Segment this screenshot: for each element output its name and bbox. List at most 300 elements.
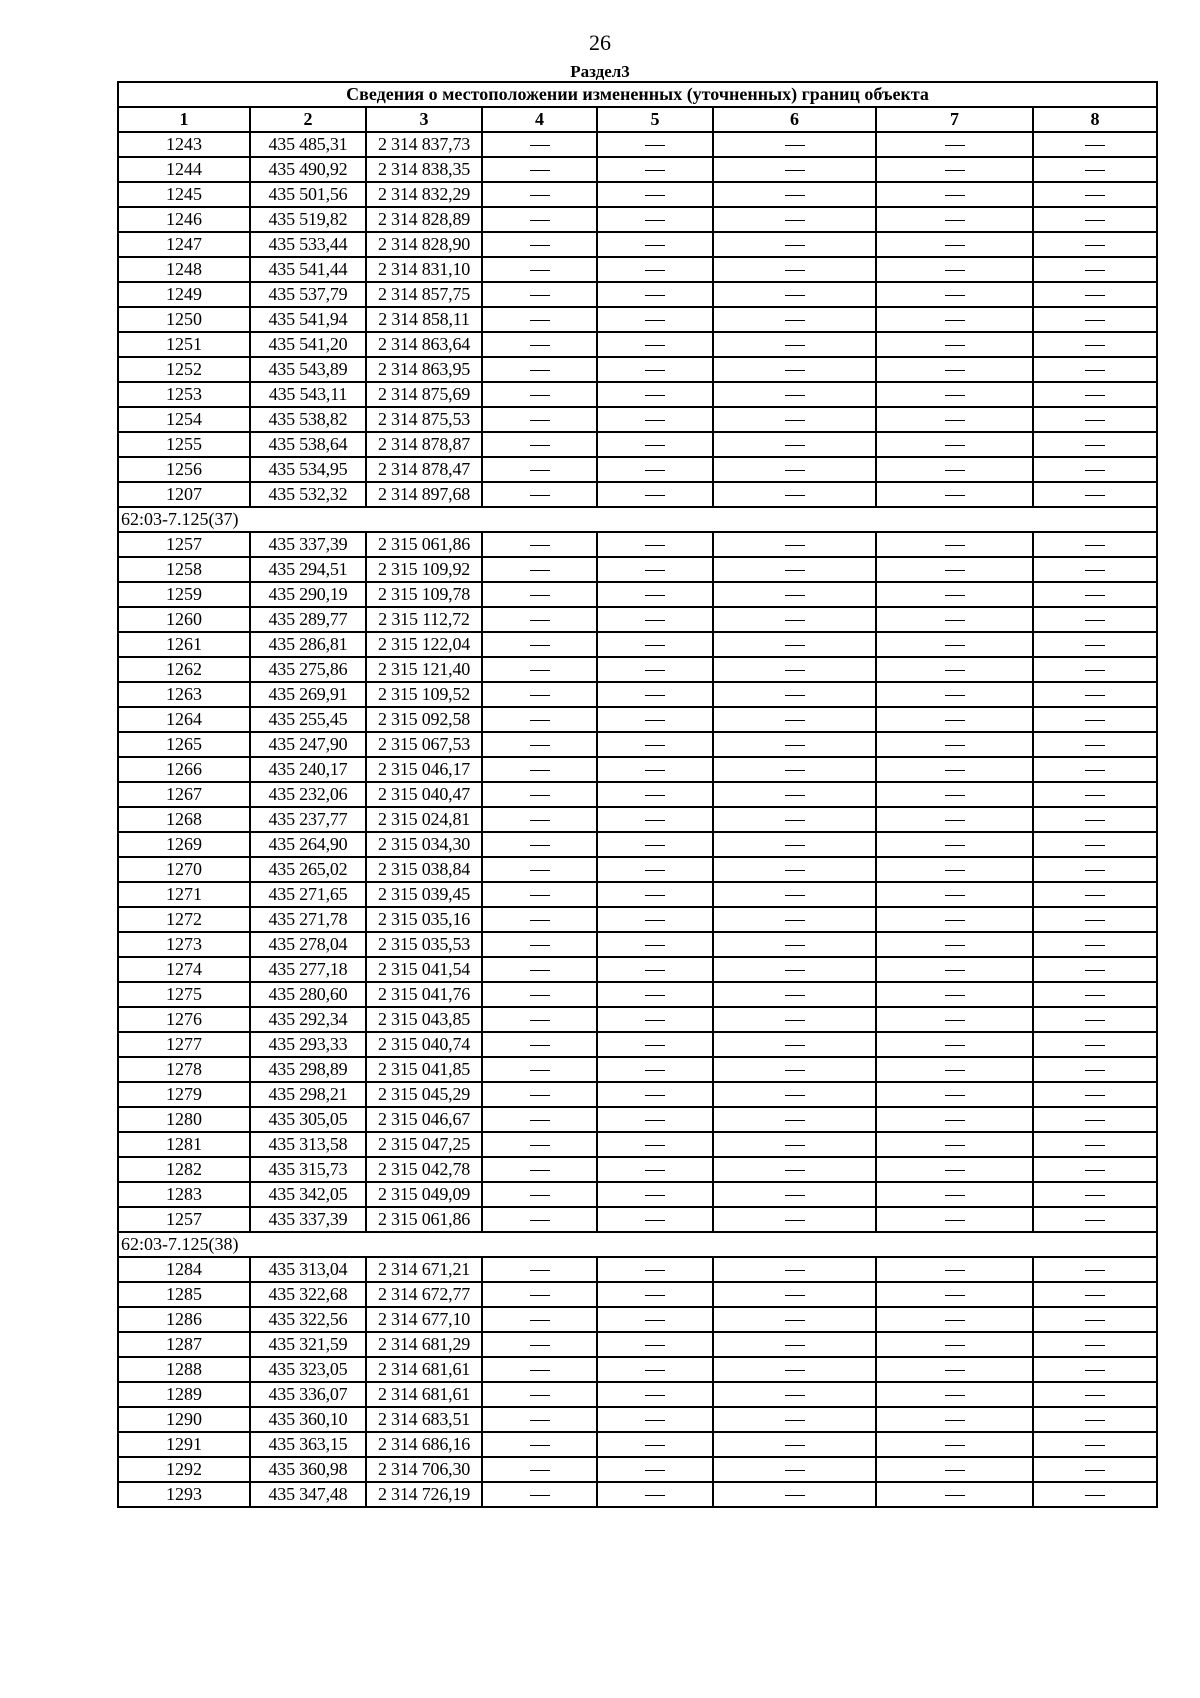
dash-mark	[530, 1420, 550, 1421]
empty-value-cell	[876, 282, 1033, 307]
dash-mark	[1085, 745, 1105, 746]
dash-mark	[785, 420, 805, 421]
empty-value-cell	[876, 1432, 1033, 1457]
x-coordinate-cell: 435 322,56	[250, 1307, 366, 1332]
dash-mark	[945, 1195, 965, 1196]
empty-value-cell	[597, 882, 713, 907]
empty-value-cell	[482, 257, 597, 282]
empty-value-cell	[1033, 282, 1157, 307]
point-number-cell: 1254	[118, 407, 250, 432]
dash-mark	[530, 745, 550, 746]
column-header: 3	[366, 107, 482, 132]
point-number-cell: 1279	[118, 1082, 250, 1107]
y-coordinate-cell: 2 314 875,53	[366, 407, 482, 432]
empty-value-cell	[713, 632, 876, 657]
dash-mark	[645, 595, 665, 596]
empty-value-cell	[876, 957, 1033, 982]
dash-mark	[1085, 845, 1105, 846]
dash-mark	[645, 1470, 665, 1471]
x-coordinate-cell: 435 294,51	[250, 557, 366, 582]
dash-mark	[1085, 770, 1105, 771]
dash-mark	[1085, 1295, 1105, 1296]
point-number-cell: 1275	[118, 982, 250, 1007]
dash-mark	[945, 720, 965, 721]
empty-value-cell	[1033, 757, 1157, 782]
dash-mark	[945, 595, 965, 596]
dash-mark	[945, 1270, 965, 1271]
dash-mark	[1085, 1420, 1105, 1421]
dash-mark	[785, 495, 805, 496]
dash-mark	[785, 270, 805, 271]
point-number-cell: 1278	[118, 1057, 250, 1082]
group-label: 62:03-7.125(38)	[118, 1232, 1157, 1257]
empty-value-cell	[713, 1182, 876, 1207]
empty-value-cell	[482, 932, 597, 957]
dash-mark	[1085, 270, 1105, 271]
table-row	[118, 1432, 1157, 1457]
empty-value-cell	[597, 282, 713, 307]
empty-value-cell	[713, 582, 876, 607]
empty-value-cell	[597, 182, 713, 207]
dash-mark	[530, 645, 550, 646]
empty-value-cell	[482, 807, 597, 832]
column-header: 4	[482, 107, 597, 132]
y-coordinate-cell: 2 314 857,75	[366, 282, 482, 307]
dash-mark	[530, 1170, 550, 1171]
dash-mark	[1085, 145, 1105, 146]
y-coordinate-cell: 2 315 109,92	[366, 557, 482, 582]
y-coordinate-cell: 2 315 112,72	[366, 607, 482, 632]
dash-mark	[945, 1370, 965, 1371]
dash-mark	[530, 295, 550, 296]
point-number-cell: 1293	[118, 1482, 250, 1507]
dash-mark	[530, 595, 550, 596]
x-coordinate-cell: 435 277,18	[250, 957, 366, 982]
x-coordinate-cell: 435 532,32	[250, 482, 366, 507]
y-coordinate-cell: 2 314 875,69	[366, 382, 482, 407]
empty-value-cell	[713, 532, 876, 557]
dash-mark	[530, 270, 550, 271]
point-number-cell: 1260	[118, 607, 250, 632]
point-number-cell: 1268	[118, 807, 250, 832]
table-row	[118, 282, 1157, 307]
dash-mark	[945, 195, 965, 196]
dash-mark	[945, 445, 965, 446]
dash-mark	[645, 145, 665, 146]
dash-mark	[945, 495, 965, 496]
table-row	[118, 1182, 1157, 1207]
empty-value-cell	[1033, 832, 1157, 857]
point-number-cell: 1261	[118, 632, 250, 657]
empty-value-cell	[876, 332, 1033, 357]
empty-value-cell	[713, 982, 876, 1007]
y-coordinate-cell: 2 315 109,52	[366, 682, 482, 707]
table-row	[118, 1257, 1157, 1282]
dash-mark	[1085, 295, 1105, 296]
empty-value-cell	[1033, 1132, 1157, 1157]
empty-value-cell	[482, 132, 597, 157]
table-row	[118, 1132, 1157, 1157]
empty-value-cell	[876, 432, 1033, 457]
table-row	[118, 1407, 1157, 1432]
dash-mark	[1085, 495, 1105, 496]
dash-mark	[645, 770, 665, 771]
dash-mark	[1085, 1020, 1105, 1021]
dash-mark	[785, 470, 805, 471]
x-coordinate-cell: 435 360,10	[250, 1407, 366, 1432]
empty-value-cell	[482, 307, 597, 332]
dash-mark	[1085, 670, 1105, 671]
empty-value-cell	[1033, 532, 1157, 557]
empty-value-cell	[482, 907, 597, 932]
dash-mark	[645, 1120, 665, 1121]
empty-value-cell	[876, 132, 1033, 157]
empty-value-cell	[1033, 957, 1157, 982]
empty-value-cell	[482, 732, 597, 757]
empty-value-cell	[1033, 1107, 1157, 1132]
empty-value-cell	[482, 1182, 597, 1207]
empty-value-cell	[1033, 907, 1157, 932]
dash-mark	[1085, 1095, 1105, 1096]
dash-mark	[785, 745, 805, 746]
empty-value-cell	[876, 1357, 1033, 1382]
x-coordinate-cell: 435 490,92	[250, 157, 366, 182]
dash-mark	[530, 1320, 550, 1321]
dash-mark	[785, 1320, 805, 1321]
empty-value-cell	[597, 657, 713, 682]
empty-value-cell	[482, 282, 597, 307]
empty-value-cell	[876, 1107, 1033, 1132]
dash-mark	[785, 595, 805, 596]
dash-mark	[530, 895, 550, 896]
point-number-cell: 1277	[118, 1032, 250, 1057]
empty-value-cell	[597, 707, 713, 732]
dash-mark	[785, 995, 805, 996]
point-number-cell: 1289	[118, 1382, 250, 1407]
dash-mark	[645, 220, 665, 221]
dash-mark	[645, 1420, 665, 1421]
dash-mark	[645, 1195, 665, 1196]
column-header: 1	[118, 107, 250, 132]
dash-mark	[945, 345, 965, 346]
x-coordinate-cell: 435 322,68	[250, 1282, 366, 1307]
table-row	[118, 1082, 1157, 1107]
point-number-cell: 1251	[118, 332, 250, 357]
empty-value-cell	[597, 1107, 713, 1132]
empty-value-cell	[482, 857, 597, 882]
x-coordinate-cell: 435 541,20	[250, 332, 366, 357]
empty-value-cell	[482, 532, 597, 557]
dash-mark	[645, 1445, 665, 1446]
dash-mark	[645, 1395, 665, 1396]
dash-mark	[945, 420, 965, 421]
empty-value-cell	[713, 882, 876, 907]
x-coordinate-cell: 435 360,98	[250, 1457, 366, 1482]
y-coordinate-cell: 2 315 042,78	[366, 1157, 482, 1182]
table-row	[118, 632, 1157, 657]
empty-value-cell	[876, 807, 1033, 832]
dash-mark	[1085, 1045, 1105, 1046]
empty-value-cell	[876, 1157, 1033, 1182]
table-row	[118, 232, 1157, 257]
x-coordinate-cell: 435 305,05	[250, 1107, 366, 1132]
empty-value-cell	[597, 632, 713, 657]
table-row	[118, 932, 1157, 957]
empty-value-cell	[1033, 1432, 1157, 1457]
dash-mark	[1085, 195, 1105, 196]
dash-mark	[530, 245, 550, 246]
empty-value-cell	[1033, 132, 1157, 157]
empty-value-cell	[713, 1257, 876, 1282]
dash-mark	[530, 695, 550, 696]
empty-value-cell	[482, 582, 597, 607]
empty-value-cell	[1033, 207, 1157, 232]
dash-mark	[645, 1270, 665, 1271]
empty-value-cell	[876, 232, 1033, 257]
table-row	[118, 1357, 1157, 1382]
table-row	[118, 757, 1157, 782]
table-row	[118, 307, 1157, 332]
empty-value-cell	[876, 732, 1033, 757]
dash-mark	[530, 870, 550, 871]
point-number-cell: 1250	[118, 307, 250, 332]
empty-value-cell	[876, 857, 1033, 882]
dash-mark	[530, 1045, 550, 1046]
column-header: 5	[597, 107, 713, 132]
point-number-cell: 1263	[118, 682, 250, 707]
empty-value-cell	[482, 457, 597, 482]
empty-value-cell	[597, 1407, 713, 1432]
y-coordinate-cell: 2 314 878,47	[366, 457, 482, 482]
table-row	[118, 1482, 1157, 1507]
y-coordinate-cell: 2 315 024,81	[366, 807, 482, 832]
dash-mark	[785, 1270, 805, 1271]
empty-value-cell	[713, 807, 876, 832]
dash-mark	[645, 1295, 665, 1296]
empty-value-cell	[1033, 657, 1157, 682]
dash-mark	[1085, 345, 1105, 346]
y-coordinate-cell: 2 315 046,17	[366, 757, 482, 782]
dash-mark	[1085, 1145, 1105, 1146]
dash-mark	[530, 345, 550, 346]
empty-value-cell	[482, 832, 597, 857]
empty-value-cell	[713, 382, 876, 407]
empty-value-cell	[597, 1482, 713, 1507]
dash-mark	[645, 820, 665, 821]
empty-value-cell	[876, 632, 1033, 657]
x-coordinate-cell: 435 315,73	[250, 1157, 366, 1182]
x-coordinate-cell: 435 232,06	[250, 782, 366, 807]
empty-value-cell	[482, 632, 597, 657]
x-coordinate-cell: 435 337,39	[250, 532, 366, 557]
point-number-cell: 1285	[118, 1282, 250, 1307]
point-number-cell: 1248	[118, 257, 250, 282]
y-coordinate-cell: 2 314 878,87	[366, 432, 482, 457]
empty-value-cell	[1033, 482, 1157, 507]
dash-mark	[645, 795, 665, 796]
empty-value-cell	[482, 557, 597, 582]
y-coordinate-cell: 2 315 121,40	[366, 657, 482, 682]
dash-mark	[785, 895, 805, 896]
dash-mark	[645, 645, 665, 646]
empty-value-cell	[597, 1357, 713, 1382]
empty-value-cell	[713, 907, 876, 932]
dash-mark	[945, 1470, 965, 1471]
empty-value-cell	[597, 1057, 713, 1082]
empty-value-cell	[713, 407, 876, 432]
point-number-cell: 1252	[118, 357, 250, 382]
dash-mark	[530, 1020, 550, 1021]
empty-value-cell	[597, 1332, 713, 1357]
empty-value-cell	[482, 432, 597, 457]
empty-value-cell	[1033, 1307, 1157, 1332]
dash-mark	[945, 620, 965, 621]
empty-value-cell	[482, 757, 597, 782]
empty-value-cell	[482, 882, 597, 907]
x-coordinate-cell: 435 347,48	[250, 1482, 366, 1507]
dash-mark	[1085, 1070, 1105, 1071]
dash-mark	[1085, 945, 1105, 946]
empty-value-cell	[597, 1432, 713, 1457]
dash-mark	[785, 195, 805, 196]
dash-mark	[1085, 595, 1105, 596]
empty-value-cell	[1033, 1457, 1157, 1482]
empty-value-cell	[713, 857, 876, 882]
dash-mark	[1085, 795, 1105, 796]
table-row	[118, 657, 1157, 682]
group-label: 62:03-7.125(37)	[118, 507, 1157, 532]
y-coordinate-cell: 2 315 041,76	[366, 982, 482, 1007]
empty-value-cell	[482, 1207, 597, 1232]
empty-value-cell	[482, 1082, 597, 1107]
empty-value-cell	[1033, 882, 1157, 907]
x-coordinate-cell: 435 313,58	[250, 1132, 366, 1157]
dash-mark	[785, 345, 805, 346]
y-coordinate-cell: 2 315 040,47	[366, 782, 482, 807]
empty-value-cell	[1033, 682, 1157, 707]
empty-value-cell	[1033, 1282, 1157, 1307]
empty-value-cell	[597, 532, 713, 557]
y-coordinate-cell: 2 315 092,58	[366, 707, 482, 732]
empty-value-cell	[1033, 307, 1157, 332]
dash-mark	[785, 1345, 805, 1346]
table-row	[118, 557, 1157, 582]
y-coordinate-cell: 2 315 040,74	[366, 1032, 482, 1057]
empty-value-cell	[713, 1007, 876, 1032]
empty-value-cell	[597, 132, 713, 157]
empty-value-cell	[876, 932, 1033, 957]
dash-mark	[945, 1220, 965, 1221]
dash-mark	[1085, 1395, 1105, 1396]
y-coordinate-cell: 2 314 897,68	[366, 482, 482, 507]
empty-value-cell	[713, 1082, 876, 1107]
empty-value-cell	[713, 1032, 876, 1057]
dash-mark	[945, 295, 965, 296]
dash-mark	[945, 870, 965, 871]
point-number-cell: 1274	[118, 957, 250, 982]
empty-value-cell	[1033, 732, 1157, 757]
y-coordinate-cell: 2 315 035,16	[366, 907, 482, 932]
empty-value-cell	[597, 582, 713, 607]
dash-mark	[785, 795, 805, 796]
dash-mark	[645, 870, 665, 871]
point-number-cell: 1258	[118, 557, 250, 582]
dash-mark	[530, 420, 550, 421]
dash-mark	[945, 545, 965, 546]
dash-mark	[530, 620, 550, 621]
dash-mark	[1085, 545, 1105, 546]
dash-mark	[1085, 470, 1105, 471]
dash-mark	[530, 1370, 550, 1371]
boundary-coordinates-table	[117, 81, 1158, 1508]
dash-mark	[1085, 970, 1105, 971]
dash-mark	[785, 645, 805, 646]
table-row	[118, 882, 1157, 907]
dash-mark	[785, 1420, 805, 1421]
dash-mark	[645, 395, 665, 396]
dash-mark	[530, 970, 550, 971]
empty-value-cell	[597, 257, 713, 282]
y-coordinate-cell: 2 314 831,10	[366, 257, 482, 282]
x-coordinate-cell: 435 280,60	[250, 982, 366, 1007]
dash-mark	[530, 845, 550, 846]
point-number-cell: 1266	[118, 757, 250, 782]
dash-mark	[530, 770, 550, 771]
empty-value-cell	[597, 1007, 713, 1032]
empty-value-cell	[713, 1357, 876, 1382]
y-coordinate-cell: 2 314 832,29	[366, 182, 482, 207]
y-coordinate-cell: 2 314 838,35	[366, 157, 482, 182]
x-coordinate-cell: 435 240,17	[250, 757, 366, 782]
empty-value-cell	[1033, 1382, 1157, 1407]
y-coordinate-cell: 2 315 034,30	[366, 832, 482, 857]
empty-value-cell	[1033, 632, 1157, 657]
dash-mark	[785, 1045, 805, 1046]
empty-value-cell	[713, 1132, 876, 1157]
table-row	[118, 432, 1157, 457]
empty-value-cell	[876, 1482, 1033, 1507]
dash-mark	[645, 920, 665, 921]
point-number-cell: 1272	[118, 907, 250, 932]
x-coordinate-cell: 435 543,89	[250, 357, 366, 382]
empty-value-cell	[713, 607, 876, 632]
dash-mark	[785, 220, 805, 221]
x-coordinate-cell: 435 271,78	[250, 907, 366, 932]
table-row	[118, 907, 1157, 932]
dash-mark	[945, 1045, 965, 1046]
dash-mark	[785, 1145, 805, 1146]
empty-value-cell	[597, 832, 713, 857]
dash-mark	[530, 670, 550, 671]
table-row	[118, 707, 1157, 732]
point-number-cell: 1257	[118, 532, 250, 557]
dash-mark	[530, 1345, 550, 1346]
dash-mark	[1085, 245, 1105, 246]
empty-value-cell	[597, 1282, 713, 1307]
dash-mark	[645, 895, 665, 896]
empty-value-cell	[713, 332, 876, 357]
dash-mark	[785, 1295, 805, 1296]
dash-mark	[645, 570, 665, 571]
dash-mark	[945, 995, 965, 996]
dash-mark	[785, 370, 805, 371]
dash-mark	[945, 795, 965, 796]
dash-mark	[1085, 870, 1105, 871]
x-coordinate-cell: 435 534,95	[250, 457, 366, 482]
dash-mark	[1085, 1345, 1105, 1346]
empty-value-cell	[597, 482, 713, 507]
table-row	[118, 382, 1157, 407]
